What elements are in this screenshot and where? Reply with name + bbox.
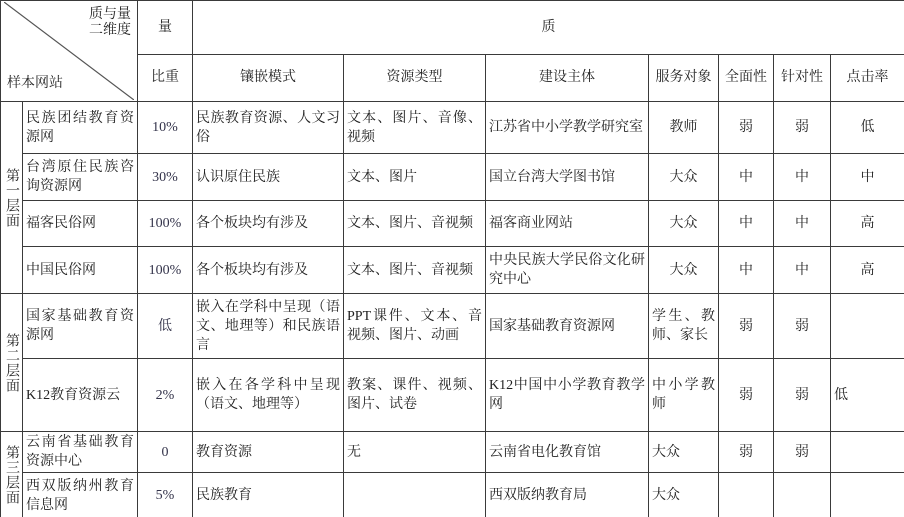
- site-name-cell: 台湾原住民族咨询资源网: [23, 154, 138, 201]
- weight-cell: 10%: [138, 102, 193, 154]
- group-label-2: 第二层面: [1, 294, 23, 432]
- comprehensiveness-cell: 中: [719, 154, 774, 201]
- audience-cell: 大众: [649, 247, 719, 294]
- table-row: [1, 154, 904, 201]
- click-rate-cell: 低: [831, 359, 904, 432]
- pertinence-cell: 中: [774, 201, 831, 247]
- mode-cell: 嵌入在学科中呈现（语文、地理等）和民族语言: [193, 294, 344, 359]
- header-row-top: [1, 1, 904, 55]
- table-body: [1, 102, 904, 517]
- header-weight: 比重: [138, 54, 193, 101]
- header-audience: 服务对象: [649, 54, 719, 101]
- header-builder: 建设主体: [486, 54, 649, 101]
- pertinence-cell: 弱: [774, 432, 831, 473]
- header-comprehensiveness: 全面性: [719, 54, 774, 101]
- site-name-cell: 中国民俗网: [23, 247, 138, 294]
- resource-type-cell: 文本、图片、音视频: [344, 247, 486, 294]
- audience-cell: 中小学教师: [649, 359, 719, 432]
- mode-cell: 嵌入在各学科中呈现（语文、地理等）: [193, 359, 344, 432]
- corner-axis-label-line1: 质与量: [89, 7, 131, 22]
- builder-cell: K12中国中小学教育教学网: [486, 359, 649, 432]
- site-name-cell: K12教育资源云: [23, 359, 138, 432]
- click-rate-cell: 中: [831, 154, 904, 201]
- mode-cell: 民族教育资源、人文习俗: [193, 102, 344, 154]
- weight-cell: 2%: [138, 359, 193, 432]
- pertinence-cell: 弱: [774, 294, 831, 359]
- mode-cell: 认识原住民族: [193, 154, 344, 201]
- audience-cell: 教师: [649, 102, 719, 154]
- comprehensiveness-cell: 弱: [719, 102, 774, 154]
- table-row: [1, 247, 904, 294]
- audience-cell: 大众: [649, 432, 719, 473]
- comprehensiveness-cell: [719, 473, 774, 517]
- builder-cell: 国家基础教育资源网: [486, 294, 649, 359]
- corner-axis-label-line2: 二维度: [89, 23, 131, 38]
- pertinence-cell: 弱: [774, 359, 831, 432]
- resource-type-cell: 教案、课件、视频、图片、试卷: [344, 359, 486, 432]
- builder-cell: 西双版纳教育局: [486, 473, 649, 517]
- header-quality: 质: [193, 1, 904, 55]
- builder-cell: 中央民族大学民俗文化研究中心: [486, 247, 649, 294]
- click-rate-cell: [831, 473, 904, 517]
- corner-row-axis-label: 样本网站: [7, 76, 63, 91]
- site-name-cell: 民族团结教育资源网: [23, 102, 138, 154]
- click-rate-cell: [831, 294, 904, 359]
- resource-type-cell: 文本、图片: [344, 154, 486, 201]
- resource-type-cell: [344, 473, 486, 517]
- builder-cell: 福客商业网站: [486, 201, 649, 247]
- builder-cell: 江苏省中小学教学研究室: [486, 102, 649, 154]
- header-click-rate: 点击率: [831, 54, 904, 101]
- site-name-cell: 国家基础教育资源网: [23, 294, 138, 359]
- click-rate-cell: [831, 432, 904, 473]
- table-row: [1, 432, 904, 473]
- group-label-3: 第三层面: [1, 432, 23, 517]
- pertinence-cell: [774, 473, 831, 517]
- corner-cell: [1, 1, 138, 102]
- table-row: [1, 294, 904, 359]
- weight-cell: 30%: [138, 154, 193, 201]
- corner-wrap: [4, 2, 134, 100]
- comprehensiveness-cell: 弱: [719, 432, 774, 473]
- table-row: [1, 359, 904, 432]
- weight-cell: 100%: [138, 247, 193, 294]
- table-row: [1, 473, 904, 517]
- pertinence-cell: 中: [774, 154, 831, 201]
- weight-cell: 0: [138, 432, 193, 473]
- builder-cell: 云南省电化教育馆: [486, 432, 649, 473]
- click-rate-cell: 高: [831, 201, 904, 247]
- comprehensiveness-cell: 弱: [719, 359, 774, 432]
- table-row: [1, 102, 904, 154]
- pertinence-cell: 中: [774, 247, 831, 294]
- table-header: [1, 1, 904, 102]
- audience-cell: 大众: [649, 473, 719, 517]
- comprehensiveness-cell: 中: [719, 201, 774, 247]
- click-rate-cell: 低: [831, 102, 904, 154]
- resource-type-cell: 文本、图片、音像、视频: [344, 102, 486, 154]
- header-mode: 镶嵌模式: [193, 54, 344, 101]
- click-rate-cell: 高: [831, 247, 904, 294]
- site-name-cell: 云南省基础教育资源中心: [23, 432, 138, 473]
- group-label-1: 第一层面: [1, 102, 23, 294]
- resource-type-cell: 无: [344, 432, 486, 473]
- audience-cell: 学生、教师、家长: [649, 294, 719, 359]
- comprehensiveness-cell: 中: [719, 247, 774, 294]
- pertinence-cell: 弱: [774, 102, 831, 154]
- table-row: [1, 201, 904, 247]
- header-quantity: 量: [138, 1, 193, 55]
- resource-type-cell: PPT课件、文本、音视频、图片、动画: [344, 294, 486, 359]
- weight-cell: 5%: [138, 473, 193, 517]
- weight-cell: 低: [138, 294, 193, 359]
- audience-cell: 大众: [649, 154, 719, 201]
- builder-cell: 国立台湾大学图书馆: [486, 154, 649, 201]
- mode-cell: 各个板块均有涉及: [193, 201, 344, 247]
- site-name-cell: 福客民俗网: [23, 201, 138, 247]
- resource-type-cell: 文本、图片、音视频: [344, 201, 486, 247]
- mode-cell: 各个板块均有涉及: [193, 247, 344, 294]
- weight-cell: 100%: [138, 201, 193, 247]
- mode-cell: 民族教育: [193, 473, 344, 517]
- header-resource-type: 资源类型: [344, 54, 486, 101]
- comprehensiveness-cell: 弱: [719, 294, 774, 359]
- site-name-cell: 西双版纳州教育信息网: [23, 473, 138, 517]
- mode-cell: 教育资源: [193, 432, 344, 473]
- audience-cell: 大众: [649, 201, 719, 247]
- corner-axis-label: [89, 7, 131, 39]
- header-pertinence: 针对性: [774, 54, 831, 101]
